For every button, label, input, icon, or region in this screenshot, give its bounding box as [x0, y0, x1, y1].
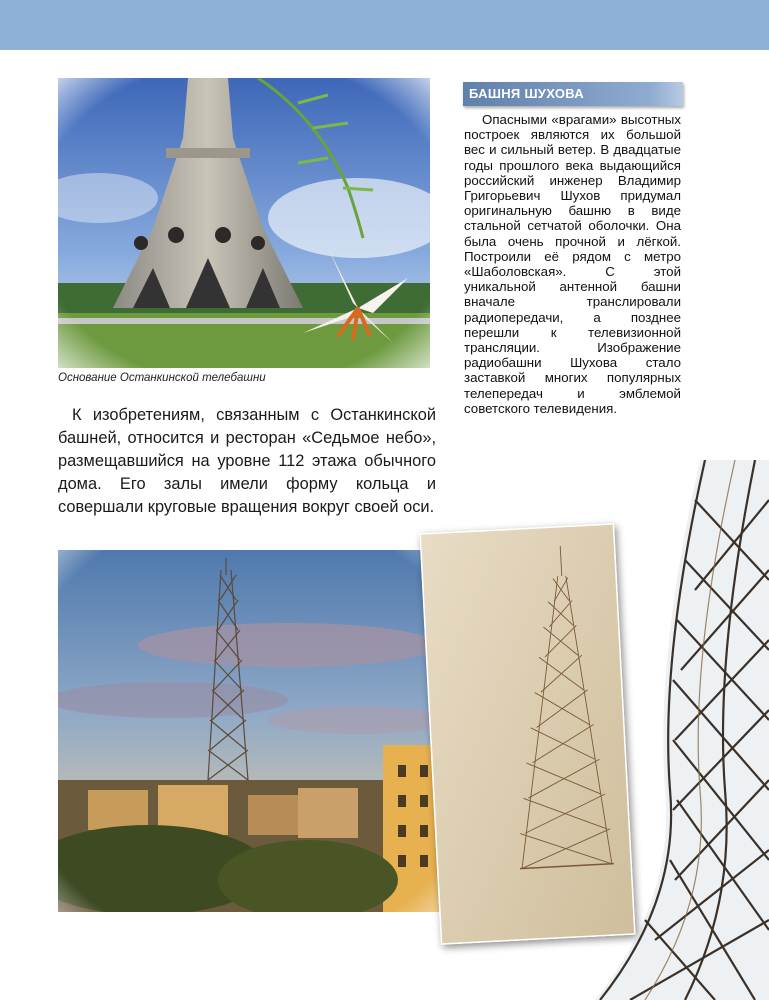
sidebar-title: БАШНЯ ШУХОВА	[469, 86, 584, 101]
ostankino-caption: Основание Останкинской телебашни	[58, 372, 266, 384]
main-paragraph: К изобретениям, связанным с Останкинской башней, относится и ресторан «Седьмое небо», размещавшийся на уровне 112 этажа обычного дома. Его залы имели форму кольца и совершали круговые вращения вокруг своей оси.	[58, 406, 436, 516]
shukhov-lattice-closeup	[585, 460, 769, 1000]
shabolovka-tower-photo	[58, 550, 440, 912]
top-banner	[0, 0, 769, 50]
ostankino-base-photo	[58, 78, 430, 368]
sidebar-header	[463, 82, 683, 106]
sidebar-text: Опасными «врагами» высотных построек являются их большой вес и сильный ветер. В двадцатые годы прошлого века выдающийся российский инженер Владимир Григорьевич Шухов придумал оригинальную башню в виде стальной сетчатой оболочки. Она была очень прочной и лёгкой. Построили её рядом с метро «Шаболовская». С этой уникальной антенной башни вначале транслировали радиопередачи, а позднее перешли к телевизионной трансляции. Изображение радиобашни Шухова стало заставкой многих популярных телепередач и эмблемой советского телевидения.	[464, 112, 681, 416]
